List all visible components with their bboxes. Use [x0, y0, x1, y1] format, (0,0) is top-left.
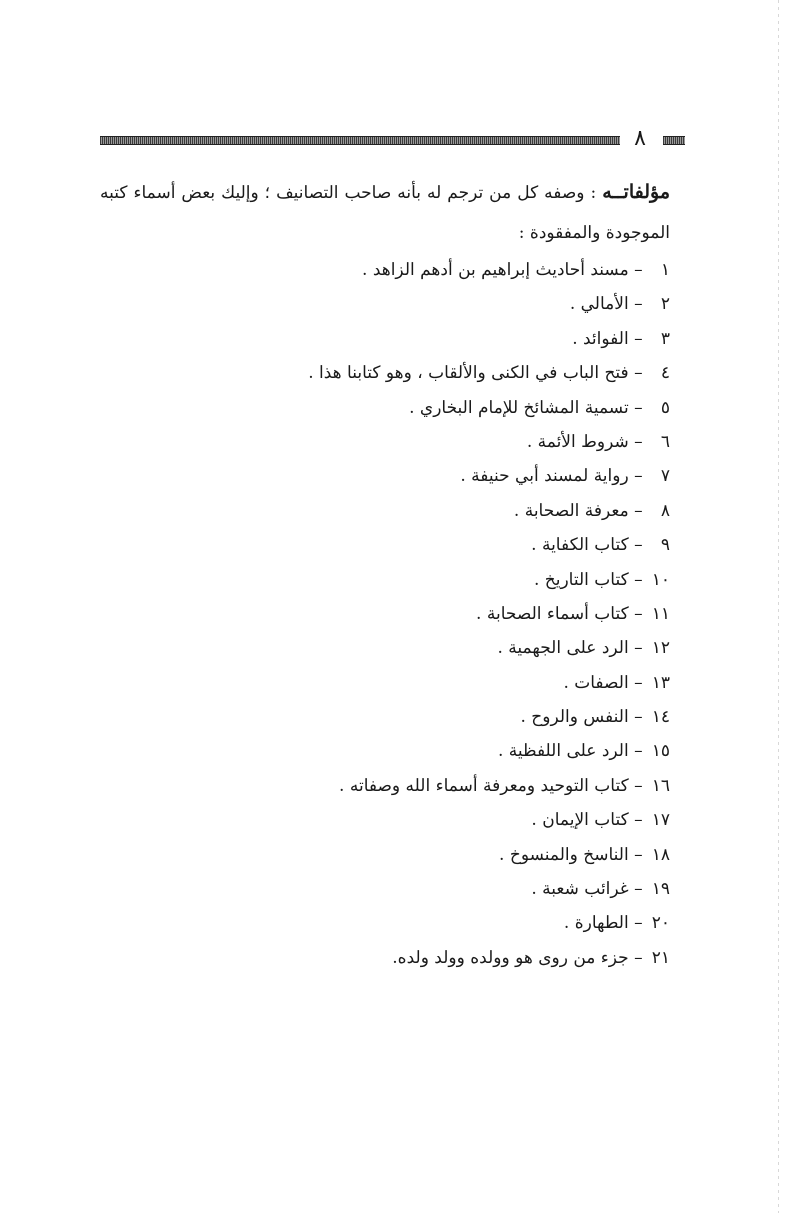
- header-rule: [100, 136, 620, 145]
- item-separator: –: [634, 913, 643, 934]
- list-item: [100, 425, 670, 459]
- item-separator: –: [634, 535, 643, 556]
- list-item: [100, 734, 670, 768]
- item-separator: –: [634, 603, 643, 624]
- item-title: كتاب التاريخ .: [533, 569, 629, 590]
- item-title: تسمية المشائخ للإمام البخاري .: [409, 397, 629, 418]
- page-header: [100, 128, 685, 154]
- list-item: [100, 391, 670, 425]
- item-title: الأمالي .: [569, 294, 629, 315]
- item-title: النفس والروح .: [520, 707, 629, 728]
- list-item: [100, 528, 670, 562]
- list-item: [100, 356, 670, 390]
- item-separator: –: [634, 569, 643, 590]
- item-number: ١٩: [651, 879, 670, 900]
- item-number: ٢: [660, 294, 670, 315]
- item-number: ٣: [660, 328, 670, 349]
- section-heading: مؤلفاتــه: [602, 181, 671, 203]
- header-rule-short: [663, 136, 685, 145]
- item-number: ٨: [660, 500, 670, 521]
- item-title: مسند أحاديث إبراهيم بن أدهم الزاهد .: [362, 260, 629, 280]
- list-item: [100, 631, 670, 665]
- list-item: [100, 322, 670, 356]
- item-number: ٢١: [651, 947, 670, 968]
- list-item: [100, 253, 670, 287]
- intro-paragraph: [100, 172, 670, 253]
- list-item: [100, 700, 670, 734]
- item-title: كتاب التوحيد ومعرفة أسماء الله وصفاته .: [339, 775, 629, 796]
- item-separator: –: [634, 672, 643, 693]
- list-item: [100, 287, 670, 321]
- intro-text: : وصفه كل من ترجم له بأنه صاحب التصانيف ؛ وإليك بعض أسماء كتبه الموجودة والمفقودة :: [100, 183, 670, 243]
- list-item: [100, 563, 670, 597]
- item-separator: –: [634, 294, 643, 315]
- item-separator: –: [634, 638, 643, 659]
- item-title: الناسخ والمنسوخ .: [499, 844, 629, 865]
- item-title: كتاب الإيمان .: [531, 810, 629, 831]
- item-title: شروط الأئمة .: [526, 431, 629, 452]
- item-number: ١: [660, 260, 670, 280]
- item-number: ١٠: [651, 569, 670, 590]
- item-separator: –: [634, 466, 643, 487]
- list-item: [100, 666, 670, 700]
- item-title: رواية لمسند أبي حنيفة .: [460, 466, 629, 487]
- item-separator: –: [634, 741, 643, 762]
- item-title: كتاب أسماء الصحابة .: [476, 603, 629, 624]
- item-separator: –: [634, 500, 643, 521]
- item-number: ١٢: [651, 638, 670, 659]
- scan-margin-line: [778, 0, 779, 1213]
- item-number: ١٤: [651, 707, 670, 728]
- item-number: ٩: [660, 535, 670, 556]
- list-item: [100, 803, 670, 837]
- works-list: [100, 253, 670, 975]
- item-number: ١٥: [651, 741, 670, 762]
- item-separator: –: [634, 844, 643, 865]
- list-item: [100, 459, 670, 493]
- item-number: ٤: [660, 363, 670, 384]
- item-title: الرد على اللفظية .: [497, 741, 629, 762]
- item-separator: –: [634, 260, 643, 280]
- list-item: [100, 941, 670, 975]
- item-separator: –: [634, 775, 643, 796]
- item-separator: –: [634, 328, 643, 349]
- page-content: [100, 172, 670, 975]
- item-title: الفوائد .: [572, 328, 629, 349]
- list-item: [100, 769, 670, 803]
- item-number: ١٣: [651, 672, 670, 693]
- item-title: غرائب شعبة .: [531, 879, 629, 900]
- item-separator: –: [634, 707, 643, 728]
- item-number: ٦: [660, 431, 670, 452]
- item-title: جزء من روى هو وولده وولد ولده.: [392, 947, 629, 968]
- item-separator: –: [634, 431, 643, 452]
- item-separator: –: [634, 397, 643, 418]
- item-separator: –: [634, 879, 643, 900]
- list-item: [100, 838, 670, 872]
- item-title: الطهارة .: [563, 913, 629, 934]
- item-separator: –: [634, 363, 643, 384]
- item-title: الصفات .: [563, 672, 629, 693]
- item-separator: –: [634, 810, 643, 831]
- list-item: [100, 906, 670, 940]
- page-number: ٨: [634, 126, 646, 151]
- item-number: ٥: [660, 397, 670, 418]
- item-number: ٢٠: [651, 913, 670, 934]
- list-item: [100, 872, 670, 906]
- item-separator: –: [634, 947, 643, 968]
- item-title: الرد على الجهمية .: [497, 638, 629, 659]
- item-number: ١١: [651, 603, 670, 624]
- item-number: ١٦: [651, 775, 670, 796]
- item-title: فتح الباب في الكنى والألقاب ، وهو كتابنا هذا .: [308, 363, 629, 384]
- item-title: معرفة الصحابة .: [513, 500, 629, 521]
- list-item: [100, 597, 670, 631]
- list-item: [100, 494, 670, 528]
- item-title: كتاب الكفاية .: [531, 535, 629, 556]
- item-number: ٧: [660, 466, 670, 487]
- item-number: ١٧: [651, 810, 670, 831]
- item-number: ١٨: [651, 844, 670, 865]
